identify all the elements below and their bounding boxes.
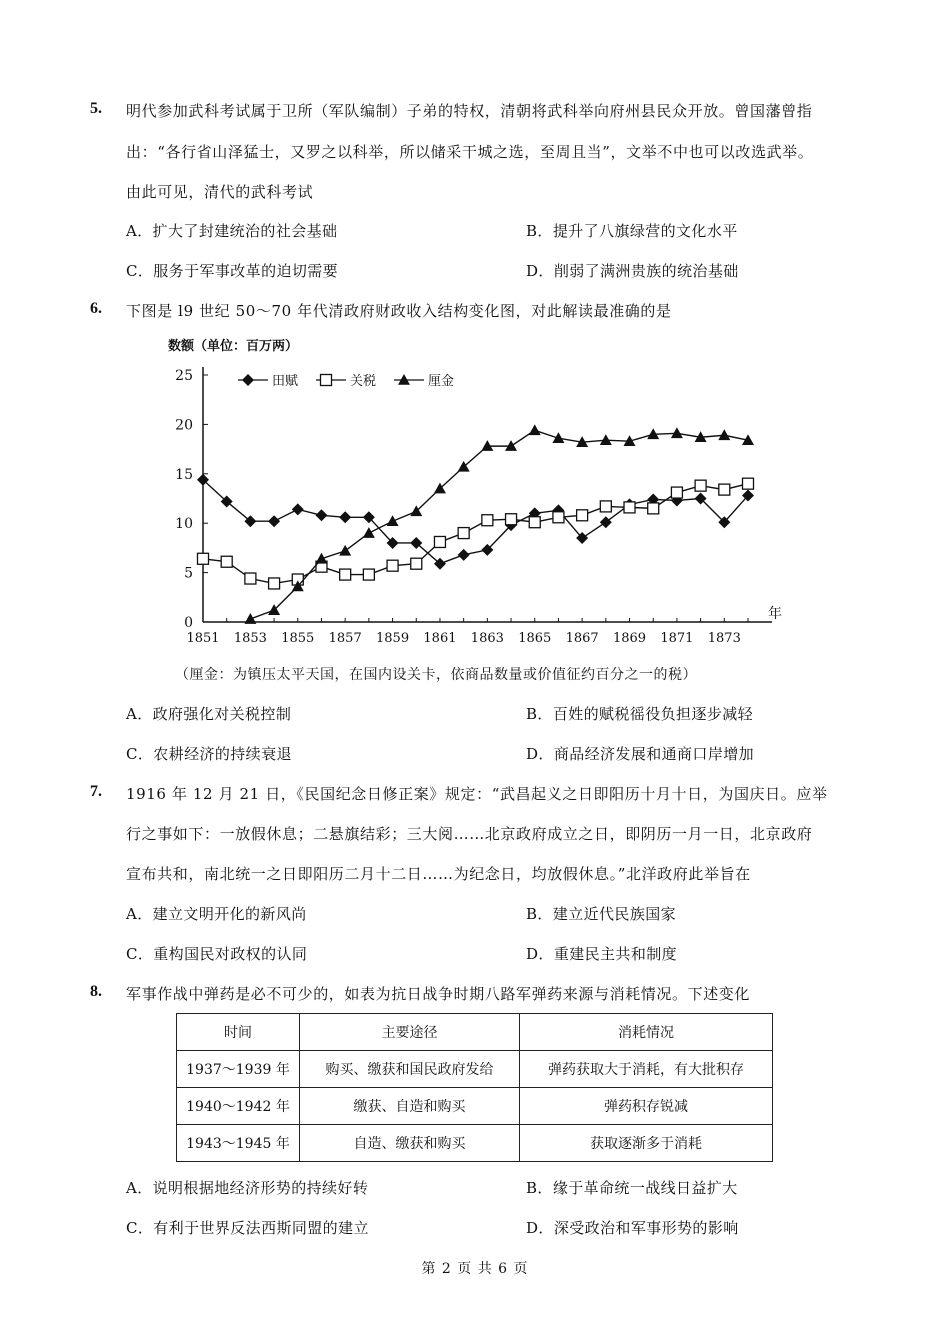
question-stem-line: 明代参加武科考试属于卫所（军队编制）子弟的特权，清朝将武科举向府州县民众开放。曾国藩曾指 [126,102,813,120]
data-point-triangle [315,553,327,564]
question-number: 7. [90,783,102,800]
table-row [177,1125,773,1162]
option-a[interactable]: A．扩大了封建统治的社会基础 [126,222,338,240]
data-point-diamond [339,511,351,523]
x-tick-label: 1855 [281,631,315,646]
option-d[interactable]: D．深受政治和军事形势的影响 [526,1219,739,1237]
option-a[interactable]: A．说明根据地经济形势的持续好转 [126,1179,369,1197]
question-number: 6. [90,300,102,317]
data-point-square [411,558,422,569]
data-point-square [624,502,635,513]
y-tick-label: 20 [175,417,193,434]
data-point-diamond [292,503,304,515]
legend-marker [242,374,254,386]
x-tick-label: 1859 [376,631,410,646]
option-a[interactable]: A．建立文明开化的新风尚 [126,905,307,923]
data-point-square [671,487,682,498]
x-tick-label: 1863 [470,631,504,646]
legend-label: 田赋 [272,374,299,389]
y-tick-label: 5 [184,565,193,582]
data-point-triangle [718,429,730,440]
table-header: 主要途径 [300,1014,520,1051]
data-point-square [198,553,209,564]
table-row [177,1088,773,1125]
x-tick-label: 1865 [518,631,552,646]
x-tick-label: 1861 [423,631,457,646]
question-stem-line: 1916 年 12 月 21 日，《民国纪念日修正案》规定：“武昌起义之日即阳历十月十日，为国庆日。应举 [126,785,828,803]
y-axis-label: 数额（单位：百万两） [168,339,299,354]
data-point-square [719,484,730,495]
data-point-diamond [600,516,612,528]
option-c[interactable]: C．服务于军事改革的迫切需要 [126,262,339,280]
option-b[interactable]: B．缘于革命统一战线日益扩大 [526,1179,738,1197]
question-stem-line: 行之事如下：一放假休息；二悬旗结彩；三大阅……北京政府成立之日，即阴历一月一日，北京政府 [126,825,813,843]
revenue-line-chart [160,330,800,660]
data-point-square [245,573,256,584]
x-tick-label: 1853 [233,631,267,646]
option-a[interactable]: A．政府强化对关税控制 [126,705,292,723]
question-number: 5. [90,100,102,117]
x-tick-label: 1869 [612,631,647,646]
series-line-3 [250,430,748,619]
table-cell: 购买、缴获和国民政府发给 [300,1051,520,1088]
data-point-square [482,515,493,526]
question-stem-line: 由此可见，清代的武科考试 [126,183,314,201]
data-point-square [458,528,469,539]
data-point-square [648,503,659,514]
data-point-square [340,569,351,580]
data-point-square [577,510,588,521]
y-tick-label: 0 [184,615,193,631]
option-b[interactable]: B．提升了八旗绿营的文化水平 [526,222,738,240]
option-d[interactable]: D．削弱了满洲贵族的统治基础 [526,262,739,280]
data-point-diamond [268,515,280,527]
x-tick-label: 1851 [186,631,220,646]
question-stem-line: 宣布共和，南北统一之日即阳历二月十二日……为纪念日，均放假休息。”北洋政府此举旨在 [126,865,751,883]
legend-marker [321,375,332,386]
data-point-square [695,480,706,491]
data-point-triangle [600,434,612,445]
x-axis-label: 年 [768,606,782,622]
data-point-triangle [387,515,399,526]
table-cell: 自造、缴获和购买 [300,1125,520,1162]
data-point-triangle [529,424,541,435]
table-cell: 获取逐渐多于消耗 [520,1125,773,1162]
data-point-triangle [339,545,351,556]
ammunition-table [176,1013,773,1162]
option-d[interactable]: D．重建民主共和制度 [526,945,678,963]
page-footer: 第 2 页 共 6 页 [421,1261,529,1277]
table-header: 时间 [177,1014,300,1051]
y-tick-label: 25 [175,368,193,384]
option-b[interactable]: B．百姓的赋税徭役负担逐步减轻 [526,705,754,723]
data-point-square [269,578,280,589]
table-cell: 弹药获取大于消耗，有大批积存 [520,1051,773,1088]
data-point-square [506,514,517,525]
option-b[interactable]: B．建立近代民族国家 [526,905,677,923]
table-cell: 1940～1942 年 [177,1088,300,1125]
table-cell: 1937～1939 年 [177,1051,300,1088]
x-tick-label: 1873 [707,631,741,646]
data-point-triangle [363,527,375,538]
y-tick-label: 10 [175,516,193,533]
data-point-triangle [244,613,256,624]
table-row [177,1051,773,1088]
chart-caption: （厘金：为镇压太平天国，在国内设关卡，依商品数量或价值征约百分之一的税） [175,667,697,683]
x-tick-label: 1857 [328,631,362,646]
data-point-square [363,569,374,580]
option-c[interactable]: C．有利于世界反法西斯同盟的建立 [126,1219,369,1237]
data-point-square [221,556,232,567]
data-point-diamond [458,549,470,561]
option-c[interactable]: C．重构国民对政权的认同 [126,945,308,963]
table-cell: 弹药积存锐减 [520,1088,773,1125]
option-c[interactable]: C．农耕经济的持续衰退 [126,745,292,763]
data-point-square [387,560,398,571]
legend-label: 厘金 [428,374,455,389]
data-point-square [743,478,754,489]
table-cell: 缴获、自造和购买 [300,1088,520,1125]
table-cell: 1943～1945 年 [177,1125,300,1162]
table-header: 消耗情况 [520,1014,773,1051]
chart-svg [160,330,800,660]
series-line-2 [203,484,748,584]
table-header-row [177,1014,773,1051]
x-tick-label: 1867 [565,631,599,646]
data-point-triangle [552,432,564,443]
question-stem-line: 出：“各行省山泽猛士，又罗之以科举，所以储采干城之选，至周且当”，文举不中也可以改选武举。 [126,143,814,161]
data-point-square [553,512,564,523]
option-d[interactable]: D．商品经济发展和通商口岸增加 [526,745,755,763]
data-point-square [600,501,611,512]
y-tick-label: 15 [175,466,193,483]
x-tick-label: 1871 [660,631,694,646]
question-stem-line: 下图是 l9 世纪 50～70 年代清政府财政收入结构变化图，对此解读最准确的是 [126,302,672,320]
question-number: 8. [90,983,102,1000]
data-point-square [529,517,540,528]
data-point-square [434,536,445,547]
question-stem-line: 军事作战中弹药是必不可少的，如表为抗日战争时期八路军弹药来源与消耗情况。下述变化 [126,985,751,1003]
legend-label: 关税 [350,374,377,389]
data-point-triangle [671,427,683,438]
data-point-diamond [315,509,327,521]
series-line-1 [203,480,748,564]
